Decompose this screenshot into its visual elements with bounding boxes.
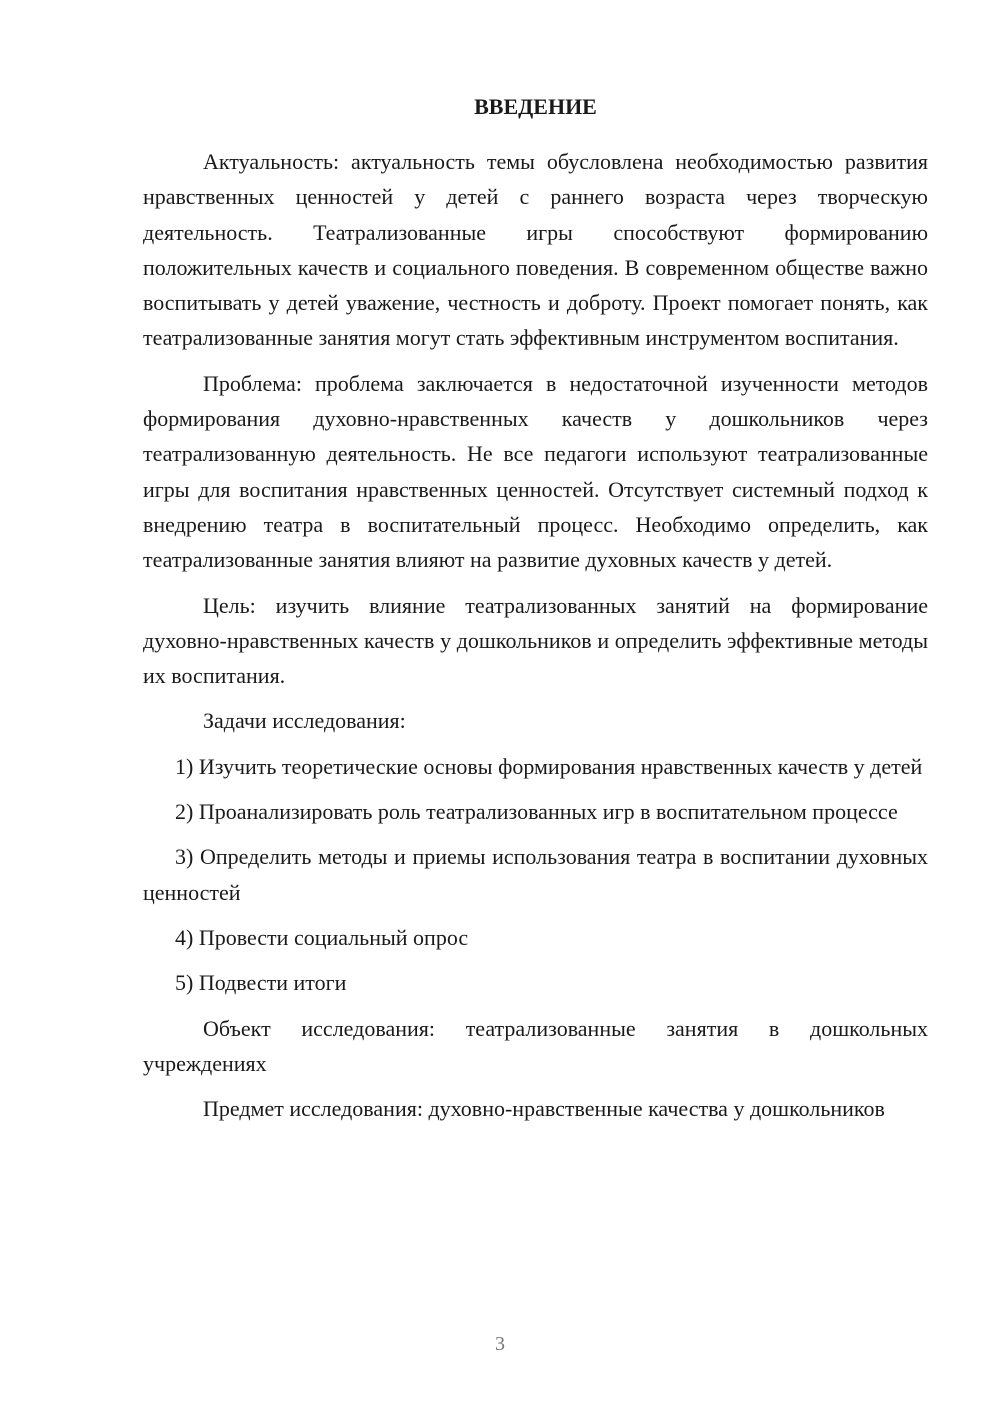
paragraph-relevance: Актуальность: актуальность темы обусловлена необходимостью развития нравственных ценностей у детей с раннего возраста через творческую деятельность. Театрализованные игры способствуют формированию положительных качеств и социального поведения. В современном обществе важно воспитывать у детей уважение, честность и доброту. Проект помогает понять, как театрализованные занятия могут стать эффективным инструментом воспитания. bbox=[143, 149, 928, 351]
paragraph-goal: Цель: изучить влияние театрализованных занятий на формирование духовно-нравственных качеств у дошкольников и определить эффективные методы их воспитания. bbox=[143, 592, 928, 689]
paragraph-object: Объект исследования: театрализованные занятия в дошкольных учреждениях bbox=[143, 1015, 928, 1076]
document-page bbox=[143, 92, 928, 1136]
page-title: ВВЕДЕНИЕ bbox=[474, 94, 597, 119]
tasks-heading: Задачи исследования: bbox=[203, 708, 406, 734]
paragraph-subject: Предмет исследования: духовно-нравственные качества у дошкольников bbox=[203, 1096, 885, 1122]
page-number: 3 bbox=[495, 1333, 505, 1355]
task-item-2: 2) Проанализировать роль театрализованных игр в воспитательном процессе bbox=[175, 799, 898, 825]
task-item-3: 3) Определить методы и приемы использования театра в воспитании духовных ценностей bbox=[143, 844, 928, 905]
task-item-1: 1) Изучить теоретические основы формирования нравственных качеств у детей bbox=[175, 753, 923, 779]
paragraph-problem: Проблема: проблема заключается в недостаточной изученности методов формирования духовно-нравственных качеств у дошкольников через театрализованную деятельность. Не все педагоги используют театрализованные игры для воспитания нравственных ценностей. Отсутствует системный подход к внедрению театра в воспитательный процесс. Необходимо определить, как театрализованные занятия влияют на развитие духовных качеств у детей. bbox=[143, 370, 928, 573]
task-item-4: 4) Провести социальный опрос bbox=[175, 924, 469, 950]
task-item-5: 5) Подвести итоги bbox=[175, 970, 347, 996]
